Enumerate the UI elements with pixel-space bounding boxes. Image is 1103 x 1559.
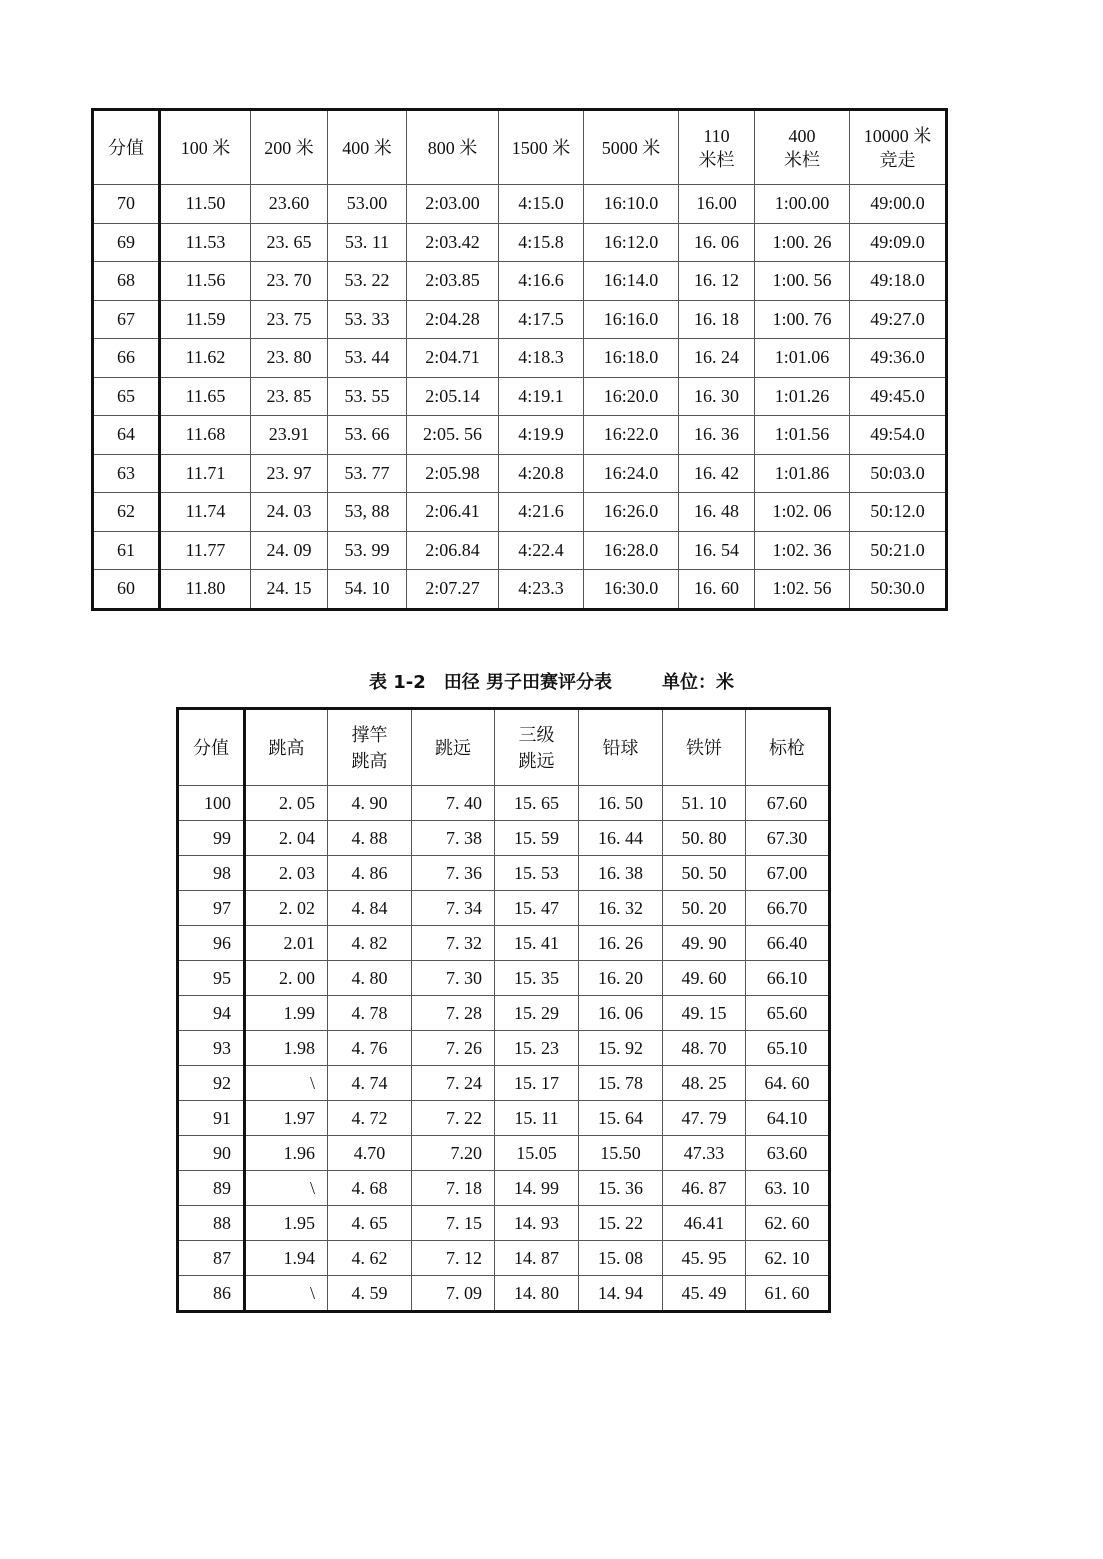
- value-cell: 7. 28: [412, 996, 495, 1031]
- value-cell: 1:00.00: [755, 185, 850, 224]
- value-cell: 53. 22: [328, 262, 407, 301]
- score-cell: 69: [93, 223, 160, 262]
- column-header: 400 米栏: [755, 110, 850, 185]
- value-cell: 50. 50: [663, 856, 746, 891]
- value-cell: 11.80: [160, 570, 251, 610]
- value-cell: 16. 06: [679, 223, 755, 262]
- value-cell: 11.74: [160, 493, 251, 532]
- column-header: 1500 米: [499, 110, 584, 185]
- value-cell: 7. 30: [412, 961, 495, 996]
- value-cell: 16. 18: [679, 300, 755, 339]
- score-cell: 66: [93, 339, 160, 378]
- value-cell: 1:01.86: [755, 454, 850, 493]
- value-cell: 46.41: [663, 1206, 746, 1241]
- value-cell: 14. 87: [495, 1241, 579, 1276]
- score-cell: 61: [93, 531, 160, 570]
- value-cell: 49:27.0: [850, 300, 947, 339]
- table-row: [93, 570, 947, 610]
- column-header: 分值: [178, 709, 245, 786]
- value-cell: 24. 15: [251, 570, 328, 610]
- column-header: 400 米: [328, 110, 407, 185]
- value-cell: 45. 95: [663, 1241, 746, 1276]
- value-cell: 7. 18: [412, 1171, 495, 1206]
- value-cell: 53. 33: [328, 300, 407, 339]
- value-cell: 24. 09: [251, 531, 328, 570]
- score-cell: 89: [178, 1171, 245, 1206]
- table-row: [93, 531, 947, 570]
- value-cell: 11.77: [160, 531, 251, 570]
- field-scoring-table: [176, 707, 831, 1313]
- value-cell: 66.40: [746, 926, 830, 961]
- value-cell: 23. 75: [251, 300, 328, 339]
- value-cell: 2:03.42: [407, 223, 499, 262]
- value-cell: 7.20: [412, 1136, 495, 1171]
- column-header: 铅球: [579, 709, 663, 786]
- value-cell: 16. 50: [579, 786, 663, 821]
- table-row: [178, 1171, 830, 1206]
- value-cell: 62. 10: [746, 1241, 830, 1276]
- table-row: [93, 223, 947, 262]
- value-cell: 16:22.0: [584, 416, 679, 455]
- value-cell: 49:36.0: [850, 339, 947, 378]
- table-row: [93, 377, 947, 416]
- value-cell: 11.56: [160, 262, 251, 301]
- value-cell: 23.91: [251, 416, 328, 455]
- value-cell: 4:15.8: [499, 223, 584, 262]
- value-cell: 50. 20: [663, 891, 746, 926]
- value-cell: 7. 32: [412, 926, 495, 961]
- value-cell: 4. 76: [328, 1031, 412, 1066]
- value-cell: 16:10.0: [584, 185, 679, 224]
- value-cell: 4:17.5: [499, 300, 584, 339]
- header-row: [93, 110, 947, 185]
- value-cell: 16. 60: [679, 570, 755, 610]
- value-cell: 16:28.0: [584, 531, 679, 570]
- column-header: 100 米: [160, 110, 251, 185]
- value-cell: 1.95: [245, 1206, 328, 1241]
- value-cell: 16:16.0: [584, 300, 679, 339]
- value-cell: 2. 02: [245, 891, 328, 926]
- score-cell: 95: [178, 961, 245, 996]
- value-cell: 4. 62: [328, 1241, 412, 1276]
- score-cell: 99: [178, 821, 245, 856]
- field-table-body: [178, 709, 830, 1312]
- value-cell: 7. 34: [412, 891, 495, 926]
- score-cell: 64: [93, 416, 160, 455]
- value-cell: 50:30.0: [850, 570, 947, 610]
- table-row: [93, 416, 947, 455]
- value-cell: 7. 36: [412, 856, 495, 891]
- value-cell: 1:01.26: [755, 377, 850, 416]
- table-row: [93, 493, 947, 532]
- value-cell: 53.00: [328, 185, 407, 224]
- header-row: [178, 709, 830, 786]
- value-cell: 49. 60: [663, 961, 746, 996]
- value-cell: 53. 66: [328, 416, 407, 455]
- value-cell: 23. 85: [251, 377, 328, 416]
- value-cell: 49. 15: [663, 996, 746, 1031]
- value-cell: 11.59: [160, 300, 251, 339]
- value-cell: 7. 15: [412, 1206, 495, 1241]
- value-cell: 53. 99: [328, 531, 407, 570]
- column-header: 200 米: [251, 110, 328, 185]
- value-cell: 16. 42: [679, 454, 755, 493]
- value-cell: 67.00: [746, 856, 830, 891]
- table-row: [178, 1276, 830, 1312]
- value-cell: 53. 77: [328, 454, 407, 493]
- score-cell: 92: [178, 1066, 245, 1101]
- value-cell: 1:01.06: [755, 339, 850, 378]
- value-cell: 49:18.0: [850, 262, 947, 301]
- value-cell: 16. 26: [579, 926, 663, 961]
- column-header: 撑竿 跳高: [328, 709, 412, 786]
- value-cell: 54. 10: [328, 570, 407, 610]
- value-cell: 4. 74: [328, 1066, 412, 1101]
- value-cell: 61. 60: [746, 1276, 830, 1312]
- value-cell: 24. 03: [251, 493, 328, 532]
- value-cell: 2:03.00: [407, 185, 499, 224]
- value-cell: 63.60: [746, 1136, 830, 1171]
- table-row: [178, 891, 830, 926]
- value-cell: 1:00. 26: [755, 223, 850, 262]
- value-cell: 15. 23: [495, 1031, 579, 1066]
- value-cell: 66.10: [746, 961, 830, 996]
- value-cell: 64.10: [746, 1101, 830, 1136]
- value-cell: 23. 65: [251, 223, 328, 262]
- table-row: [178, 1066, 830, 1101]
- value-cell: 48. 70: [663, 1031, 746, 1066]
- value-cell: 15. 53: [495, 856, 579, 891]
- value-cell: 11.62: [160, 339, 251, 378]
- value-cell: 14. 80: [495, 1276, 579, 1312]
- value-cell: 7. 09: [412, 1276, 495, 1312]
- track-scoring-table: [91, 108, 948, 611]
- value-cell: 7. 24: [412, 1066, 495, 1101]
- value-cell: 15. 65: [495, 786, 579, 821]
- table-row: [178, 961, 830, 996]
- value-cell: 16. 30: [679, 377, 755, 416]
- score-cell: 86: [178, 1276, 245, 1312]
- score-cell: 98: [178, 856, 245, 891]
- value-cell: 53. 55: [328, 377, 407, 416]
- score-cell: 60: [93, 570, 160, 610]
- value-cell: 2.01: [245, 926, 328, 961]
- score-cell: 97: [178, 891, 245, 926]
- value-cell: 4:19.9: [499, 416, 584, 455]
- value-cell: 2. 04: [245, 821, 328, 856]
- column-header: 三级 跳远: [495, 709, 579, 786]
- value-cell: 11.50: [160, 185, 251, 224]
- value-cell: 46. 87: [663, 1171, 746, 1206]
- value-cell: 15. 08: [579, 1241, 663, 1276]
- column-header: 跳远: [412, 709, 495, 786]
- score-cell: 91: [178, 1101, 245, 1136]
- value-cell: 11.65: [160, 377, 251, 416]
- value-cell: 23. 80: [251, 339, 328, 378]
- value-cell: 2:04.28: [407, 300, 499, 339]
- score-cell: 62: [93, 493, 160, 532]
- value-cell: 1:00. 56: [755, 262, 850, 301]
- value-cell: 4. 82: [328, 926, 412, 961]
- table-row: [93, 454, 947, 493]
- value-cell: 16. 38: [579, 856, 663, 891]
- value-cell: 23. 70: [251, 262, 328, 301]
- value-cell: 51. 10: [663, 786, 746, 821]
- value-cell: 65.60: [746, 996, 830, 1031]
- table-row: [93, 185, 947, 224]
- value-cell: 1.97: [245, 1101, 328, 1136]
- value-cell: 16. 36: [679, 416, 755, 455]
- value-cell: 2:05.14: [407, 377, 499, 416]
- value-cell: 1.98: [245, 1031, 328, 1066]
- value-cell: 50:03.0: [850, 454, 947, 493]
- value-cell: 15.05: [495, 1136, 579, 1171]
- value-cell: 4:22.4: [499, 531, 584, 570]
- value-cell: 49:54.0: [850, 416, 947, 455]
- value-cell: 16. 20: [579, 961, 663, 996]
- value-cell: 4. 65: [328, 1206, 412, 1241]
- value-cell: 7. 40: [412, 786, 495, 821]
- column-header: 分值: [93, 110, 160, 185]
- score-cell: 70: [93, 185, 160, 224]
- value-cell: 15. 22: [579, 1206, 663, 1241]
- value-cell: 16:20.0: [584, 377, 679, 416]
- table-row: [178, 996, 830, 1031]
- table-title: 表 1-2 田径 男子田赛评分表: [368, 672, 613, 693]
- value-cell: 4. 88: [328, 821, 412, 856]
- score-cell: 63: [93, 454, 160, 493]
- column-header: 跳高: [245, 709, 328, 786]
- table-row: [178, 821, 830, 856]
- table-row: [178, 1101, 830, 1136]
- column-header: 铁饼: [663, 709, 746, 786]
- value-cell: 4:20.8: [499, 454, 584, 493]
- value-cell: 4. 59: [328, 1276, 412, 1312]
- value-cell: 16:26.0: [584, 493, 679, 532]
- value-cell: 16:18.0: [584, 339, 679, 378]
- value-cell: 1:02. 56: [755, 570, 850, 610]
- value-cell: 4:21.6: [499, 493, 584, 532]
- score-cell: 100: [178, 786, 245, 821]
- value-cell: 2:05. 56: [407, 416, 499, 455]
- value-cell: 67.60: [746, 786, 830, 821]
- value-cell: \: [245, 1276, 328, 1312]
- value-cell: 16:14.0: [584, 262, 679, 301]
- value-cell: 14. 99: [495, 1171, 579, 1206]
- score-cell: 90: [178, 1136, 245, 1171]
- value-cell: 45. 49: [663, 1276, 746, 1312]
- value-cell: 14. 94: [579, 1276, 663, 1312]
- column-header: 10000 米 竞走: [850, 110, 947, 185]
- value-cell: 4. 90: [328, 786, 412, 821]
- value-cell: 2:04.71: [407, 339, 499, 378]
- score-cell: 65: [93, 377, 160, 416]
- value-cell: 1.94: [245, 1241, 328, 1276]
- value-cell: 15. 47: [495, 891, 579, 926]
- value-cell: \: [245, 1066, 328, 1101]
- value-cell: 16:24.0: [584, 454, 679, 493]
- value-cell: 15. 36: [579, 1171, 663, 1206]
- value-cell: 23. 97: [251, 454, 328, 493]
- table-row: [93, 339, 947, 378]
- value-cell: 67.30: [746, 821, 830, 856]
- value-cell: 50:21.0: [850, 531, 947, 570]
- table-row: [178, 926, 830, 961]
- value-cell: 16. 44: [579, 821, 663, 856]
- value-cell: 16. 48: [679, 493, 755, 532]
- value-cell: 53, 88: [328, 493, 407, 532]
- value-cell: 15. 59: [495, 821, 579, 856]
- value-cell: 4. 72: [328, 1101, 412, 1136]
- value-cell: 47.33: [663, 1136, 746, 1171]
- value-cell: 2:07.27: [407, 570, 499, 610]
- value-cell: \: [245, 1171, 328, 1206]
- value-cell: 16:12.0: [584, 223, 679, 262]
- column-header: 110 米栏: [679, 110, 755, 185]
- value-cell: 1.96: [245, 1136, 328, 1171]
- value-cell: 15.50: [579, 1136, 663, 1171]
- value-cell: 2. 00: [245, 961, 328, 996]
- value-cell: 15. 92: [579, 1031, 663, 1066]
- value-cell: 4:16.6: [499, 262, 584, 301]
- value-cell: 15. 64: [579, 1101, 663, 1136]
- table-1-2-caption: [0, 668, 1103, 694]
- value-cell: 16.00: [679, 185, 755, 224]
- value-cell: 4. 84: [328, 891, 412, 926]
- value-cell: 2. 05: [245, 786, 328, 821]
- value-cell: 1:02. 36: [755, 531, 850, 570]
- value-cell: 23.60: [251, 185, 328, 224]
- value-cell: 16. 32: [579, 891, 663, 926]
- value-cell: 49:09.0: [850, 223, 947, 262]
- table-row: [178, 1241, 830, 1276]
- track-table-body: [93, 110, 947, 610]
- value-cell: 4:19.1: [499, 377, 584, 416]
- value-cell: 2:06.84: [407, 531, 499, 570]
- value-cell: 64. 60: [746, 1066, 830, 1101]
- value-cell: 2. 03: [245, 856, 328, 891]
- value-cell: 15. 11: [495, 1101, 579, 1136]
- value-cell: 11.71: [160, 454, 251, 493]
- value-cell: 53. 44: [328, 339, 407, 378]
- value-cell: 7. 22: [412, 1101, 495, 1136]
- score-cell: 96: [178, 926, 245, 961]
- table-row: [178, 1206, 830, 1241]
- column-header: 800 米: [407, 110, 499, 185]
- value-cell: 4. 78: [328, 996, 412, 1031]
- value-cell: 4:15.0: [499, 185, 584, 224]
- value-cell: 50:12.0: [850, 493, 947, 532]
- value-cell: 48. 25: [663, 1066, 746, 1101]
- table-row: [93, 300, 947, 339]
- value-cell: 15. 17: [495, 1066, 579, 1101]
- value-cell: 4. 86: [328, 856, 412, 891]
- value-cell: 49. 90: [663, 926, 746, 961]
- value-cell: 16. 06: [579, 996, 663, 1031]
- value-cell: 15. 29: [495, 996, 579, 1031]
- value-cell: 66.70: [746, 891, 830, 926]
- value-cell: 50. 80: [663, 821, 746, 856]
- value-cell: 15. 78: [579, 1066, 663, 1101]
- value-cell: 63. 10: [746, 1171, 830, 1206]
- score-cell: 88: [178, 1206, 245, 1241]
- table-row: [178, 1031, 830, 1066]
- value-cell: 47. 79: [663, 1101, 746, 1136]
- table-unit: 单位：米: [662, 672, 735, 693]
- value-cell: 49:45.0: [850, 377, 947, 416]
- value-cell: 15. 35: [495, 961, 579, 996]
- column-header: 标枪: [746, 709, 830, 786]
- value-cell: 2:06.41: [407, 493, 499, 532]
- table-row: [178, 1136, 830, 1171]
- value-cell: 11.68: [160, 416, 251, 455]
- score-cell: 94: [178, 996, 245, 1031]
- value-cell: 1:00. 76: [755, 300, 850, 339]
- value-cell: 4. 80: [328, 961, 412, 996]
- value-cell: 53. 11: [328, 223, 407, 262]
- value-cell: 4.70: [328, 1136, 412, 1171]
- value-cell: 62. 60: [746, 1206, 830, 1241]
- column-header: 5000 米: [584, 110, 679, 185]
- score-cell: 67: [93, 300, 160, 339]
- score-cell: 68: [93, 262, 160, 301]
- value-cell: 7. 26: [412, 1031, 495, 1066]
- value-cell: 11.53: [160, 223, 251, 262]
- value-cell: 4. 68: [328, 1171, 412, 1206]
- score-cell: 87: [178, 1241, 245, 1276]
- value-cell: 2:03.85: [407, 262, 499, 301]
- value-cell: 1.99: [245, 996, 328, 1031]
- value-cell: 2:05.98: [407, 454, 499, 493]
- value-cell: 1:01.56: [755, 416, 850, 455]
- value-cell: 1:02. 06: [755, 493, 850, 532]
- value-cell: 4:18.3: [499, 339, 584, 378]
- value-cell: 49:00.0: [850, 185, 947, 224]
- table-row: [178, 786, 830, 821]
- value-cell: 15. 41: [495, 926, 579, 961]
- value-cell: 16. 24: [679, 339, 755, 378]
- value-cell: 14. 93: [495, 1206, 579, 1241]
- table-row: [178, 856, 830, 891]
- score-cell: 93: [178, 1031, 245, 1066]
- value-cell: 4:23.3: [499, 570, 584, 610]
- value-cell: 7. 12: [412, 1241, 495, 1276]
- value-cell: 16. 54: [679, 531, 755, 570]
- value-cell: 7. 38: [412, 821, 495, 856]
- value-cell: 16:30.0: [584, 570, 679, 610]
- table-row: [93, 262, 947, 301]
- value-cell: 16. 12: [679, 262, 755, 301]
- value-cell: 65.10: [746, 1031, 830, 1066]
